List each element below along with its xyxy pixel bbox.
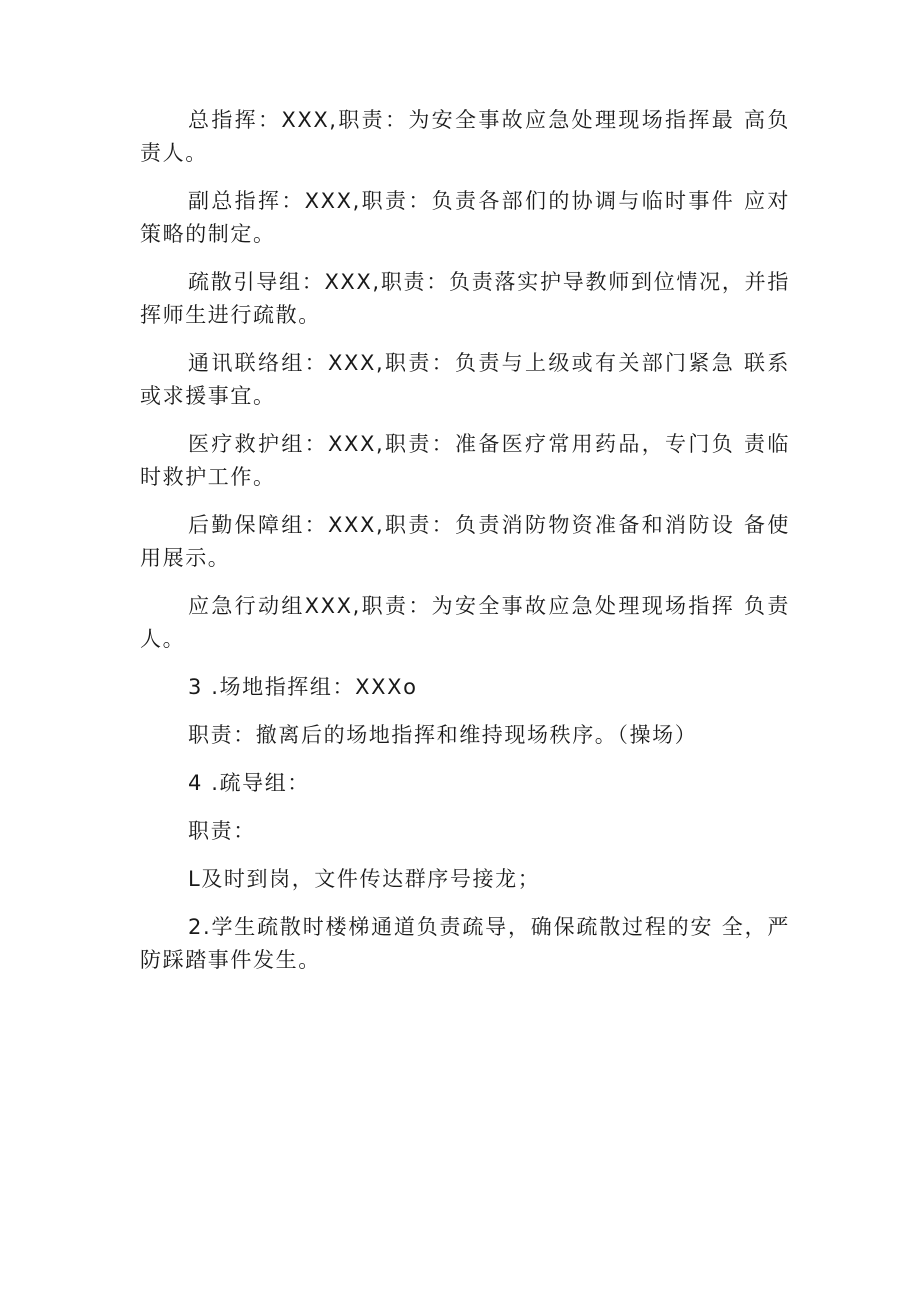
paragraph-communication-group: 通讯联络组：XXX,职责：负责与上级或有关部门紧急 联系或求援事宜。 xyxy=(140,351,790,408)
paragraph-logistics-group: 后勤保障组：XXX,职责：负责消防物资准备和消防设 备使用展示。 xyxy=(140,513,790,570)
paragraph-emergency-action-group: 应急行动组XXX,职责：为安全事故应急处理现场指挥 负责人。 xyxy=(140,594,790,651)
paragraph-deputy-commander: 副总指挥：XXX,职责：负责各部们的协调与临时事件 应对策略的制定。 xyxy=(140,189,790,246)
paragraph-evacuation-guide-group: 疏散引导组：XXX,职责：负责落实护导教师到位情况，并指挥师生进行疏散。 xyxy=(140,270,790,327)
paragraph-commander: 总指挥：XXX,职责：为安全事故应急处理现场指挥最 高负责人。 xyxy=(140,108,790,165)
document-body xyxy=(140,104,790,992)
paragraph-duty-item-1: L及时到岗，文件传达群序号接龙； xyxy=(188,867,541,891)
paragraph-duty-item-2: 2.学生疏散时楼梯通道负责疏导，确保疏散过程的安 全，严防踩踏事件发生。 xyxy=(140,915,790,972)
paragraph-site-command-group: 3 .场地指挥组：XXXo xyxy=(188,675,418,699)
paragraph-site-command-duty: 职责：撤离后的场地指挥和维持现场秩序。（操场） xyxy=(188,723,698,747)
paragraph-guidance-duty-label: 职责： xyxy=(188,819,256,843)
paragraph-guidance-group: 4 .疏导组： xyxy=(188,771,310,795)
paragraph-medical-rescue-group: 医疗救护组：XXX,职责：准备医疗常用药品，专门负 责临时救护工作。 xyxy=(140,432,790,489)
